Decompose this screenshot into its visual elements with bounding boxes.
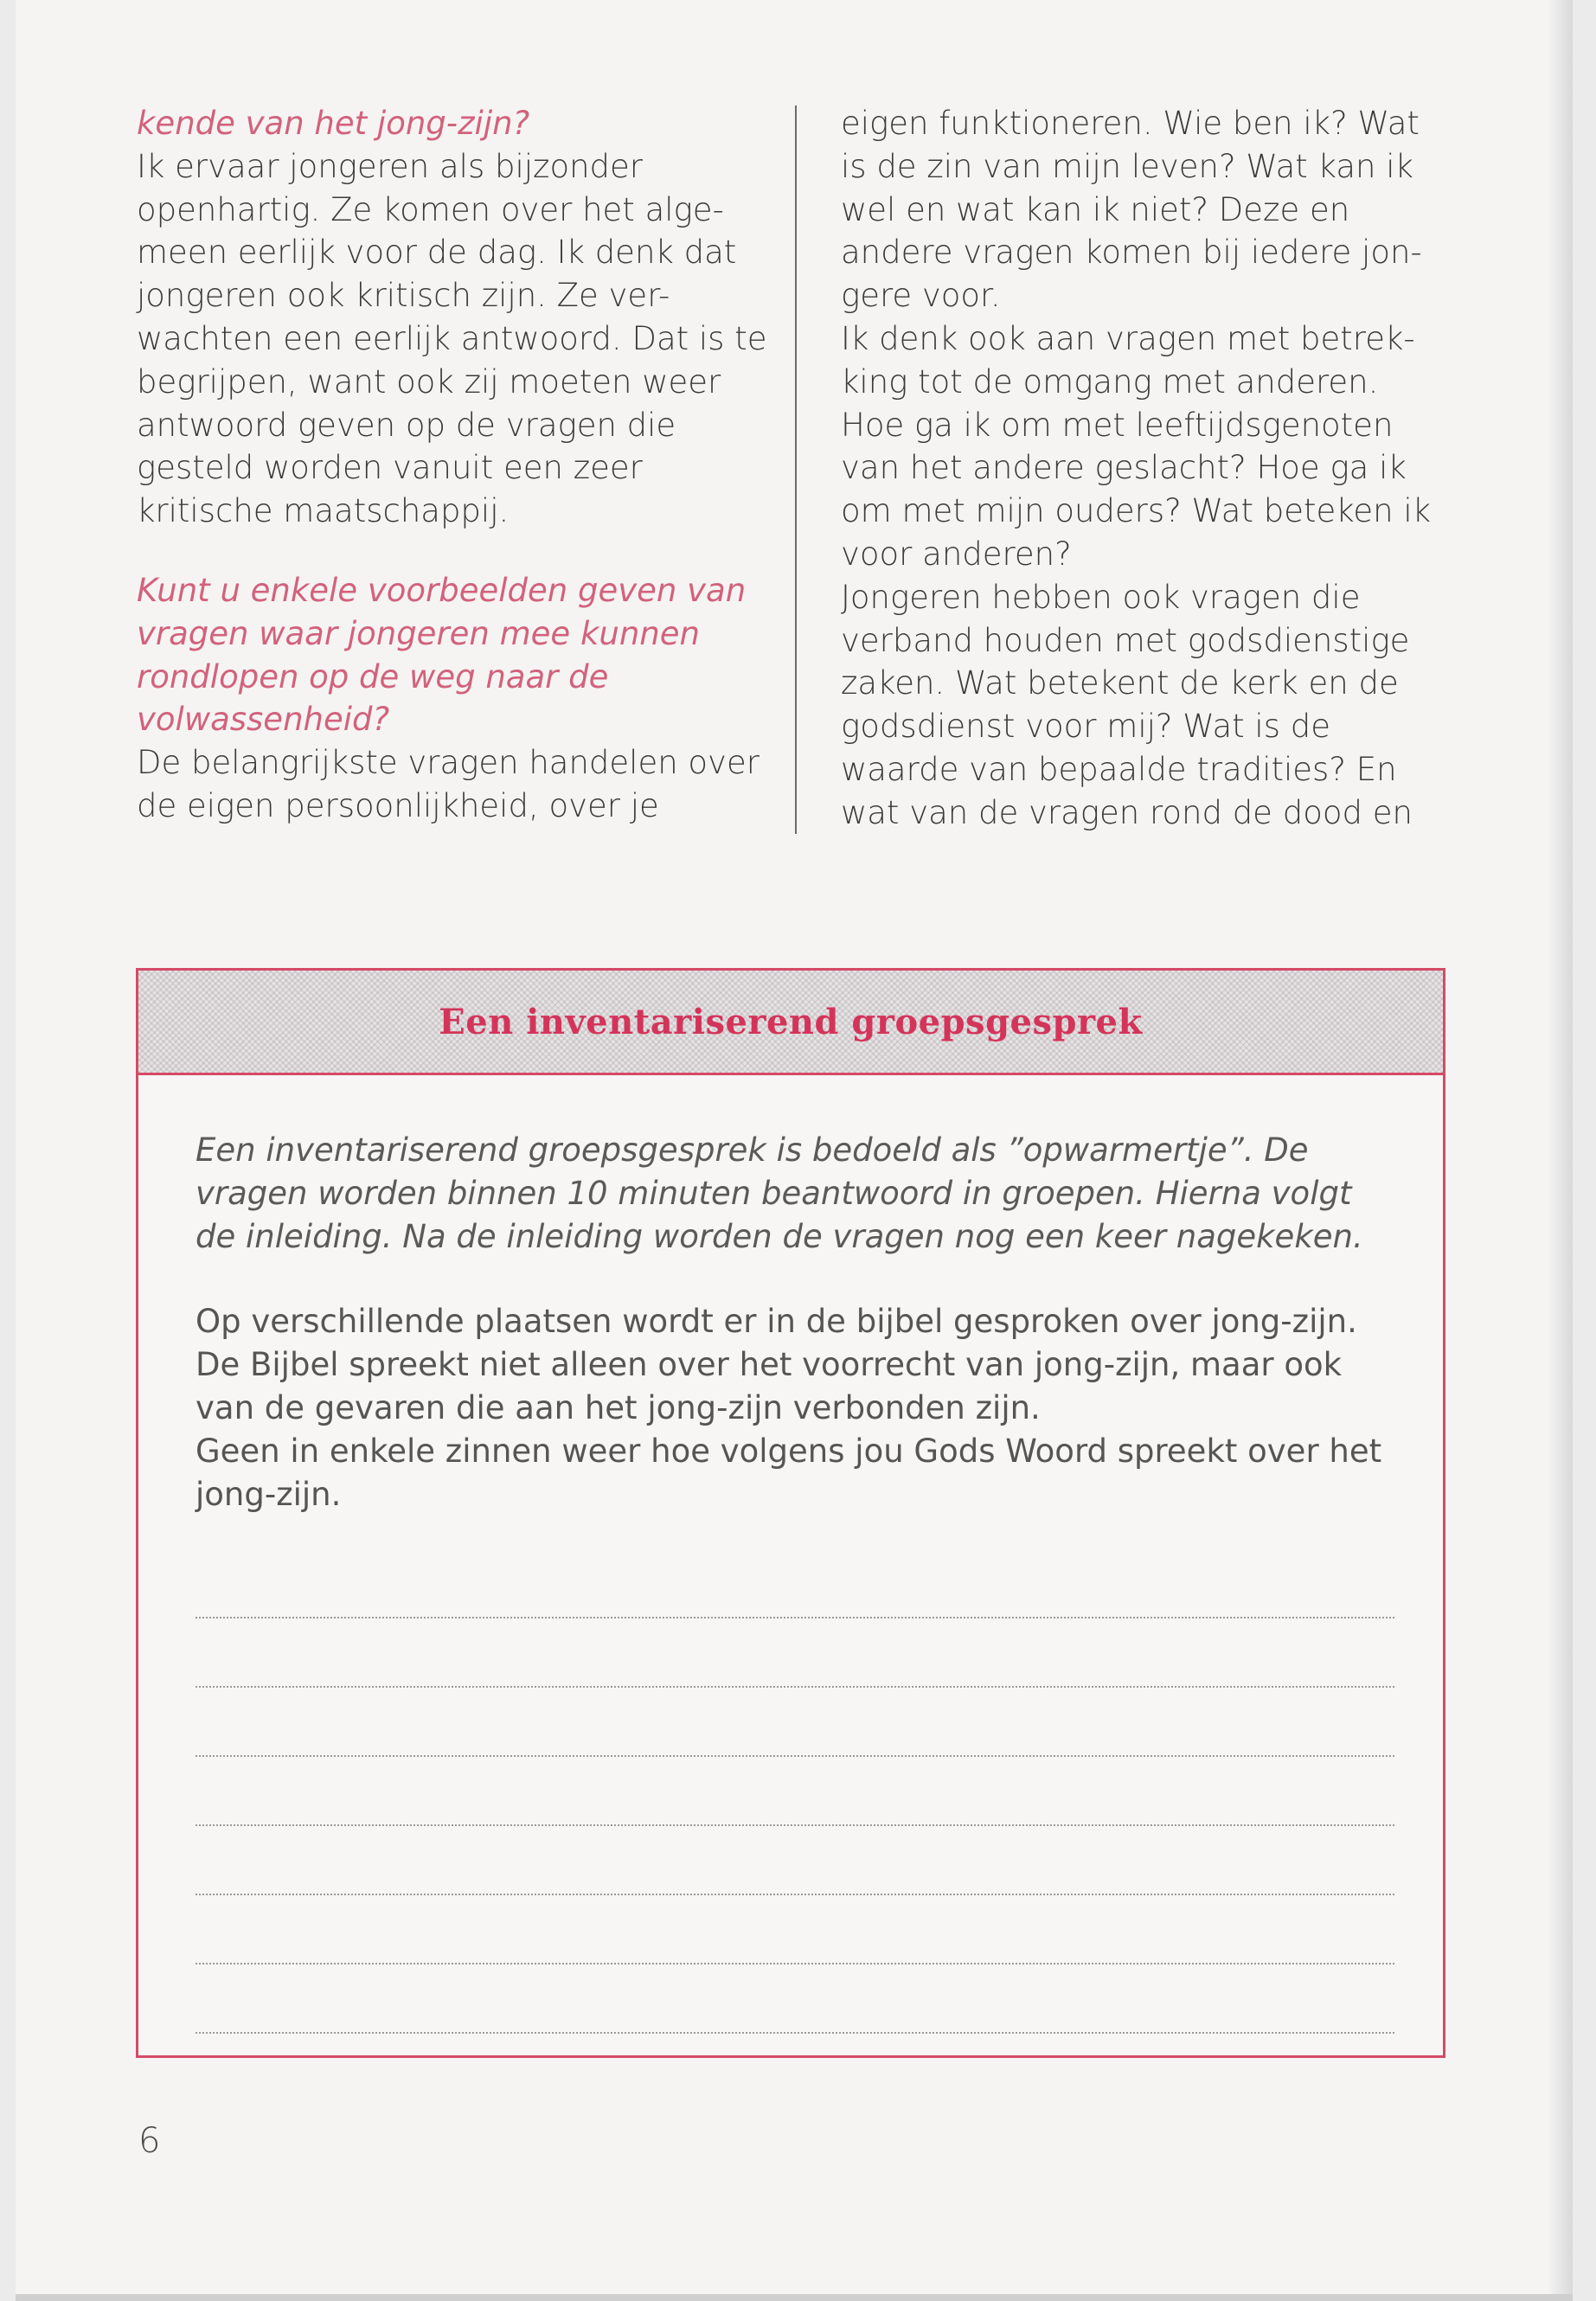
answer-line[interactable] [195, 1688, 1394, 1757]
exercise-body [138, 1075, 1443, 2034]
answer-line[interactable] [195, 1826, 1394, 1895]
answer-line[interactable] [195, 1895, 1394, 1965]
answer-line[interactable] [195, 1549, 1394, 1618]
right-column [841, 102, 1446, 835]
page-number: 6 [138, 2121, 161, 2161]
question-2: Kunt u enkele voorbeelden geven van vragen waar jongeren mee kunnen rondlopen op de weg naar de volwassenheid? [137, 571, 747, 739]
answer-lines [195, 1549, 1394, 2034]
exercise-intro: Een inventariserend groepsgesprek is bedoeld als ”opwarmertje”. De vragen worden binnen 10 minuten beantwoord in groepen. Hierna volgt de inleiding. Na de inleiding worden de vragen nog een keer nagekeken. [195, 1131, 1363, 1255]
page-edge-shadow [1549, 0, 1573, 2301]
exercise-box-header [138, 971, 1443, 1075]
answer-line[interactable] [195, 1618, 1394, 1688]
question-tail: kende van het jong-zijn? [137, 105, 530, 142]
answer-2: De belangrijkste vragen handelen over de eigen persoonlijkheid, over je [137, 744, 760, 824]
exercise-paragraph-1: Op verschillende plaatsen wordt er in de bijbel gesproken over jong-zijn. De Bijbel spreekt niet alleen over het voorrecht van jong-zijn, maar ook van de gevaren die aan het jong-zijn verbonden zijn. [195, 1303, 1357, 1426]
exercise-title: Een inventariserend groepsgesprek [439, 1001, 1143, 1042]
answer-line[interactable] [195, 1757, 1394, 1826]
answer-1: Ik ervaar jongeren als bijzonder openhartig. Ze komen over het alge-meen eerlijk voor de dag. Ik denk dat jongeren ook kritisch zijn. Ze ver-wachten een eerlijk antwoord. Dat is te begrijpen, want ook zij moeten weer antwoord geven op de vragen die gesteld worden vanuit een zeer kritische maatschappij. [137, 147, 767, 530]
answer-line[interactable] [195, 1965, 1394, 2034]
right-paragraph-3: Jongeren hebben ook vragen die verband houden met godsdienstige zaken. Wat betekent de kerk en de godsdienst voor mij? Wat is de waarde van bepaalde tradities? En wat van de vragen rond de dood en [841, 578, 1413, 831]
right-paragraph-1: eigen funktioneren. Wie ben ik? Wat is de zin van mijn leven? Wat kan ik wel en wat kan ik niet? Deze en andere vragen komen bij iedere jon-gere voor. [841, 105, 1422, 315]
right-paragraph-2: Ik denk ook aan vragen met betrek-king tot de omgang met anderen. Hoe ga ik om met leeftijdsgenoten van het andere geslacht? Hoe ga ik om met mijn ouders? Wat beteken ik voor anderen? [841, 319, 1432, 573]
exercise-paragraph-2: Geen in enkele zinnen weer hoe volgens jou Gods Woord spreekt over het jong-zijn. [195, 1433, 1382, 1513]
left-column [137, 102, 768, 828]
exercise-box [136, 968, 1445, 2058]
column-divider [795, 106, 797, 834]
bottom-strip [16, 2294, 1573, 2301]
